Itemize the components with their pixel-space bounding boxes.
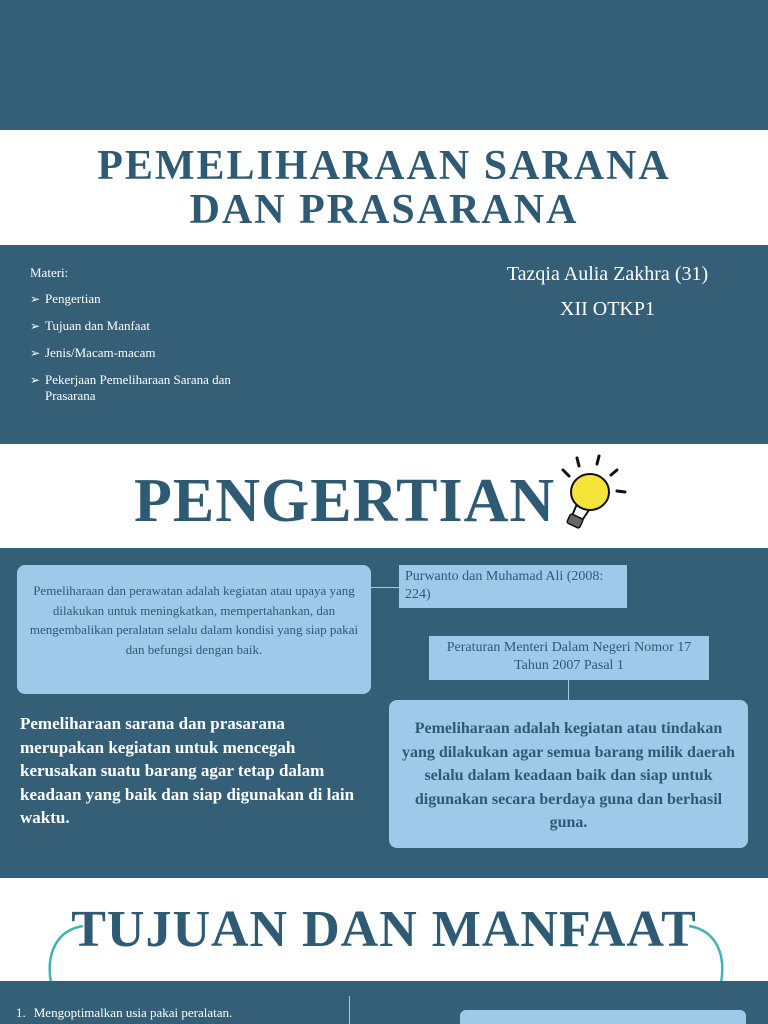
materi-item (30, 372, 270, 404)
reference-permendagri: Peraturan Menteri Dalam Negeri Nomor 17 Tahun 2007 Pasal 1 (429, 636, 709, 680)
pengertian-heading: PENGERTIAN (134, 467, 556, 535)
materi-item-label: Tujuan dan Manfaat (45, 318, 150, 333)
definition-box-1: Pemeliharaan dan perawatan adalah kegiatan atau upaya yang dilakukan untuk meningkatkan, mempertahankan, dan mengembalikan peralatan selalu dalam kondisi yang siap pakai dan befungsi dengan baik. (17, 565, 371, 694)
reference-purwanto: Purwanto dan Muhamad Ali (2008: 224) (399, 565, 627, 608)
title-band (0, 130, 768, 245)
materi-list (30, 265, 270, 415)
arrow-bullet-icon: ➢ (30, 373, 41, 387)
tujuan-band (0, 878, 768, 981)
tujuan-list-item (16, 1005, 240, 1021)
author-block (470, 263, 745, 333)
definition-box-2: Pemeliharaan adalah kegiatan atau tindakan yang dilakukan agar semua barang milik daerah selalu dalam keadaan baik dan siap untuk digunakan secara berdaya guna dan berhasil guna. (389, 700, 748, 848)
page-title-line1: PEMELIHARAAN SARANA (97, 142, 671, 189)
divider-line (349, 996, 350, 1024)
materi-item-label: Pengertian (45, 291, 101, 306)
materi-item (30, 318, 270, 334)
materi-item-label: Pekerjaan Pemeliharaan Sarana dan Prasarana (45, 372, 231, 403)
materi-item-label: Jenis/Macam-macam (45, 345, 156, 360)
header-band (0, 0, 768, 130)
arrow-bullet-icon: ➢ (30, 292, 41, 306)
author-class: XII OTKP1 (560, 298, 655, 320)
pengertian-band (0, 444, 768, 548)
definition-text-3: Pemeliharaan sarana dan prasarana merupakan kegiatan untuk mencegah kerusakan suatu barang agar tetap dalam keadaan yang baik dan siap digunakan di lain waktu. (20, 714, 355, 827)
list-item-label: Mengoptimalkan usia pakai peralatan. (33, 1005, 233, 1020)
materi-item (30, 345, 270, 361)
page-title-line2: DAN PRASARANA (189, 186, 579, 233)
arrow-bullet-icon: ➢ (30, 346, 41, 360)
info-band (0, 245, 768, 444)
connector-line (568, 680, 569, 700)
author-name: Tazqia Aulia Zakhra (31) (506, 263, 709, 285)
materi-heading: Materi: (30, 265, 69, 280)
connector-line (371, 587, 399, 588)
lightbulb-icon (555, 452, 631, 534)
tujuan-heading: TUJUAN DAN MANFAAT (71, 901, 697, 958)
list-number: 1. (16, 1005, 26, 1020)
materi-item (30, 291, 270, 307)
tujuan-box (460, 1010, 746, 1024)
arrow-bullet-icon: ➢ (30, 319, 41, 333)
